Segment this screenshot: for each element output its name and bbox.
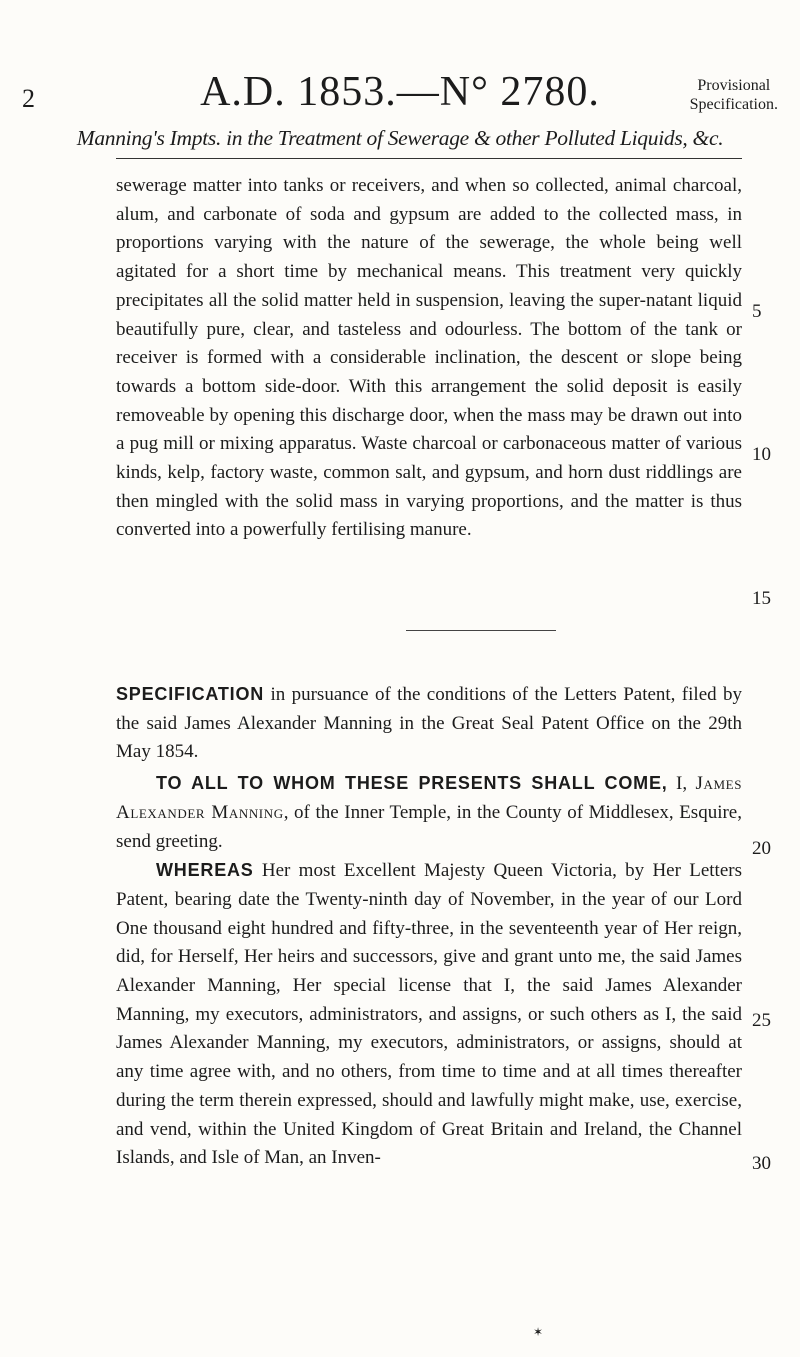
specification-label — [690, 76, 778, 114]
to-all-rest: I, — [667, 773, 688, 795]
whereas-heading: WHEREAS — [156, 860, 254, 881]
line-number-25: 25 — [752, 1010, 771, 1031]
grantor-name: James Alexander Manning — [116, 773, 743, 823]
to-all-heading: TO ALL TO WHOM THESE PRESENTS SHALL COME, — [156, 773, 668, 794]
spec-label-line1: Provisional — [697, 77, 771, 94]
whereas-body: Her most Excellent Majesty Queen Victoria, by Her Letters Patent, bearing date the Twenty-ninth day of November, in the year of our Lord One thousand eight hundred and fifty-three, in the seventeenth year of Her reign, did, for Herself, Her heirs and successors, give and grant unto me, the said James Alexander Manning, Her special license that I, the said James Alexander Manning, my executors, administrators, and assigns, or such others as I, the said James Alexander Manning, my executors, administrators, or assigns, should at any time agree with, and no others, from time to time and at all times thereafter during the term therein expressed, should and lawfully might make, use, exercise, and vend, within the United Kingdom of Great Britain and Ireland, the Channel Islands, and Isle of Man, an Inven- — [116, 860, 742, 1169]
page-number: 2 — [22, 84, 35, 113]
provisional-paragraph: sewerage matter into tanks or receivers, and when so collected, animal charcoal, alum, and carbonate of soda and gypsum are added to the collected mass, in proportions varying with the nature of the sewerage, the whole being well agitated for a short time by mechanical means. This treatment very quickly precipitates all the solid matter held in suspension, leaving the super-natant liquid beautifully pure, clear, and tasteless and odourless. The bottom of the tank or receiver is formed with a considerable inclination, the descent or slope being towards a bottom side-door. With this arrangement the solid deposit is easily removeable by opening this discharge door, when the mass may be drawn out into a pug mill or mixing apparatus. Waste charcoal or carbonaceous matter of various kinds, kelp, factory waste, common salt, and gypsum, and horn dust riddlings are then mingled with the solid mass in varying proportions, and the matter is thus converted into a powerfully fertilising manure. — [116, 175, 742, 541]
specification-heading: SPECIFICATION — [116, 684, 265, 704]
patent-title: A.D. 1853.—N° 2780. — [200, 69, 600, 115]
whereas-paragraph — [116, 856, 742, 1173]
provisional-text — [116, 172, 742, 545]
line-number-15: 15 — [752, 588, 771, 609]
address-paragraph — [116, 769, 742, 856]
line-number-10: 10 — [752, 444, 771, 465]
line-number-5: 5 — [752, 301, 762, 322]
specification-text — [116, 680, 742, 1173]
specification-heading-rest: in pursuance of the conditions of the Letters Patent, filed by the said James Alexander Manning in the Great Seal Patent Office on the 29th May 1854. — [116, 684, 742, 763]
spec-label-line2: Specification. — [689, 96, 778, 113]
printer-mark: ✶ — [533, 1325, 544, 1339]
running-head: Manning's Impts. in the Treatment of Sewerage & other Polluted Liquids, &c. — [76, 126, 724, 150]
grantor-details: , of the Inner Temple, in the County of Middlesex, Esquire, send greeting. — [116, 801, 742, 852]
line-number-20: 20 — [752, 838, 771, 859]
header-rule — [116, 158, 742, 159]
specification-intro — [116, 680, 742, 767]
section-divider — [406, 630, 556, 631]
line-number-30: 30 — [752, 1153, 771, 1174]
